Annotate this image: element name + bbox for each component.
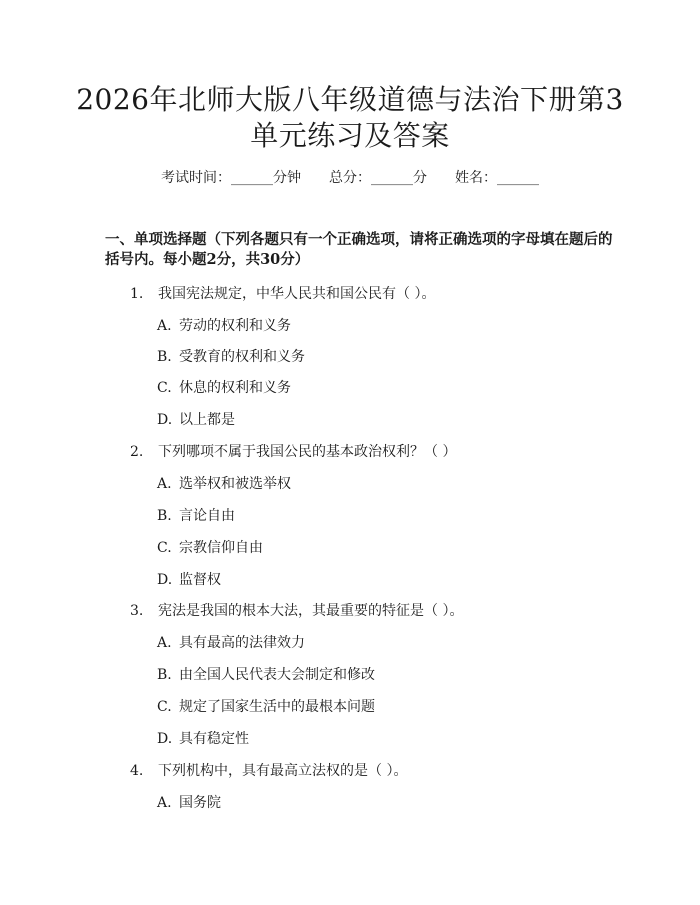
option-text: 受教育的权利和义务 bbox=[179, 349, 305, 365]
question-number: 3. bbox=[130, 603, 144, 619]
option-text: 具有稳定性 bbox=[179, 731, 249, 747]
option-letter: A. bbox=[157, 318, 172, 334]
question-1-option-a bbox=[157, 316, 291, 336]
option-letter: B. bbox=[157, 667, 172, 683]
question-2-option-a bbox=[157, 474, 291, 494]
score-unit: 分 bbox=[413, 170, 427, 186]
question-number: 1. bbox=[130, 286, 144, 302]
question-1 bbox=[130, 284, 435, 304]
name-label: 姓名： bbox=[455, 170, 497, 186]
question-3-option-b bbox=[157, 665, 375, 685]
section-heading-line1: 一、单项选择题（下列各题只有一个正确选项，请将正确选项的字母填在题后的 bbox=[105, 231, 613, 248]
name-blank: ______ bbox=[497, 170, 539, 186]
question-2-option-c bbox=[157, 538, 263, 558]
question-text: 下列机构中，具有最高立法权的是（ ）。 bbox=[158, 763, 408, 779]
time-blank: ______ bbox=[231, 170, 273, 186]
option-text: 劳动的权利和义务 bbox=[179, 318, 291, 334]
time-label: 考试时间： bbox=[161, 170, 231, 186]
question-2-option-b bbox=[157, 506, 235, 526]
section-heading-line2: 括号内。每小题2分，共30分） bbox=[105, 251, 310, 268]
question-2 bbox=[130, 442, 456, 462]
question-4 bbox=[130, 761, 407, 781]
option-letter: D. bbox=[157, 412, 173, 428]
time-unit: 分钟 bbox=[273, 170, 301, 186]
question-text: 我国宪法规定，中华人民共和国公民有（ ）。 bbox=[158, 286, 436, 302]
option-text: 以上都是 bbox=[179, 412, 235, 428]
question-4-option-a bbox=[157, 793, 221, 813]
question-text: 宪法是我国的根本大法，其最重要的特征是（ ）。 bbox=[158, 603, 464, 619]
option-text: 监督权 bbox=[179, 572, 221, 588]
document-title-line1: 2026年北师大版八年级道德与法治下册第3 bbox=[76, 83, 624, 116]
option-letter: C. bbox=[157, 380, 172, 396]
exam-meta-line bbox=[0, 168, 700, 188]
option-text: 具有最高的法律效力 bbox=[179, 635, 305, 651]
option-letter: A. bbox=[157, 476, 172, 492]
question-2-option-d bbox=[157, 570, 221, 590]
question-1-option-c bbox=[157, 378, 291, 398]
question-3 bbox=[130, 601, 463, 621]
option-letter: A. bbox=[157, 795, 172, 811]
option-letter: D. bbox=[157, 731, 173, 747]
option-letter: B. bbox=[157, 508, 172, 524]
question-1-option-d bbox=[157, 410, 235, 430]
question-3-option-c bbox=[157, 697, 375, 717]
question-1-option-b bbox=[157, 347, 305, 367]
question-text: 下列哪项不属于我国公民的基本政治权利？（ ） bbox=[158, 444, 457, 460]
option-text: 由全国人民代表大会制定和修改 bbox=[179, 667, 375, 683]
option-text: 国务院 bbox=[179, 795, 221, 811]
score-label: 总分： bbox=[329, 170, 371, 186]
option-text: 规定了国家生活中的最根本问题 bbox=[179, 699, 375, 715]
option-letter: B. bbox=[157, 349, 172, 365]
option-text: 休息的权利和义务 bbox=[179, 380, 291, 396]
score-blank: ______ bbox=[371, 170, 413, 186]
option-letter: A. bbox=[157, 635, 172, 651]
option-text: 言论自由 bbox=[179, 508, 235, 524]
option-letter: C. bbox=[157, 699, 172, 715]
option-text: 宗教信仰自由 bbox=[179, 540, 263, 556]
question-number: 2. bbox=[130, 444, 144, 460]
question-3-option-d bbox=[157, 729, 249, 749]
option-letter: C. bbox=[157, 540, 172, 556]
question-number: 4. bbox=[130, 763, 144, 779]
question-3-option-a bbox=[157, 633, 305, 653]
document-title-line2: 单元练习及答案 bbox=[250, 119, 450, 152]
option-letter: D. bbox=[157, 572, 173, 588]
option-text: 选举权和被选举权 bbox=[179, 476, 291, 492]
